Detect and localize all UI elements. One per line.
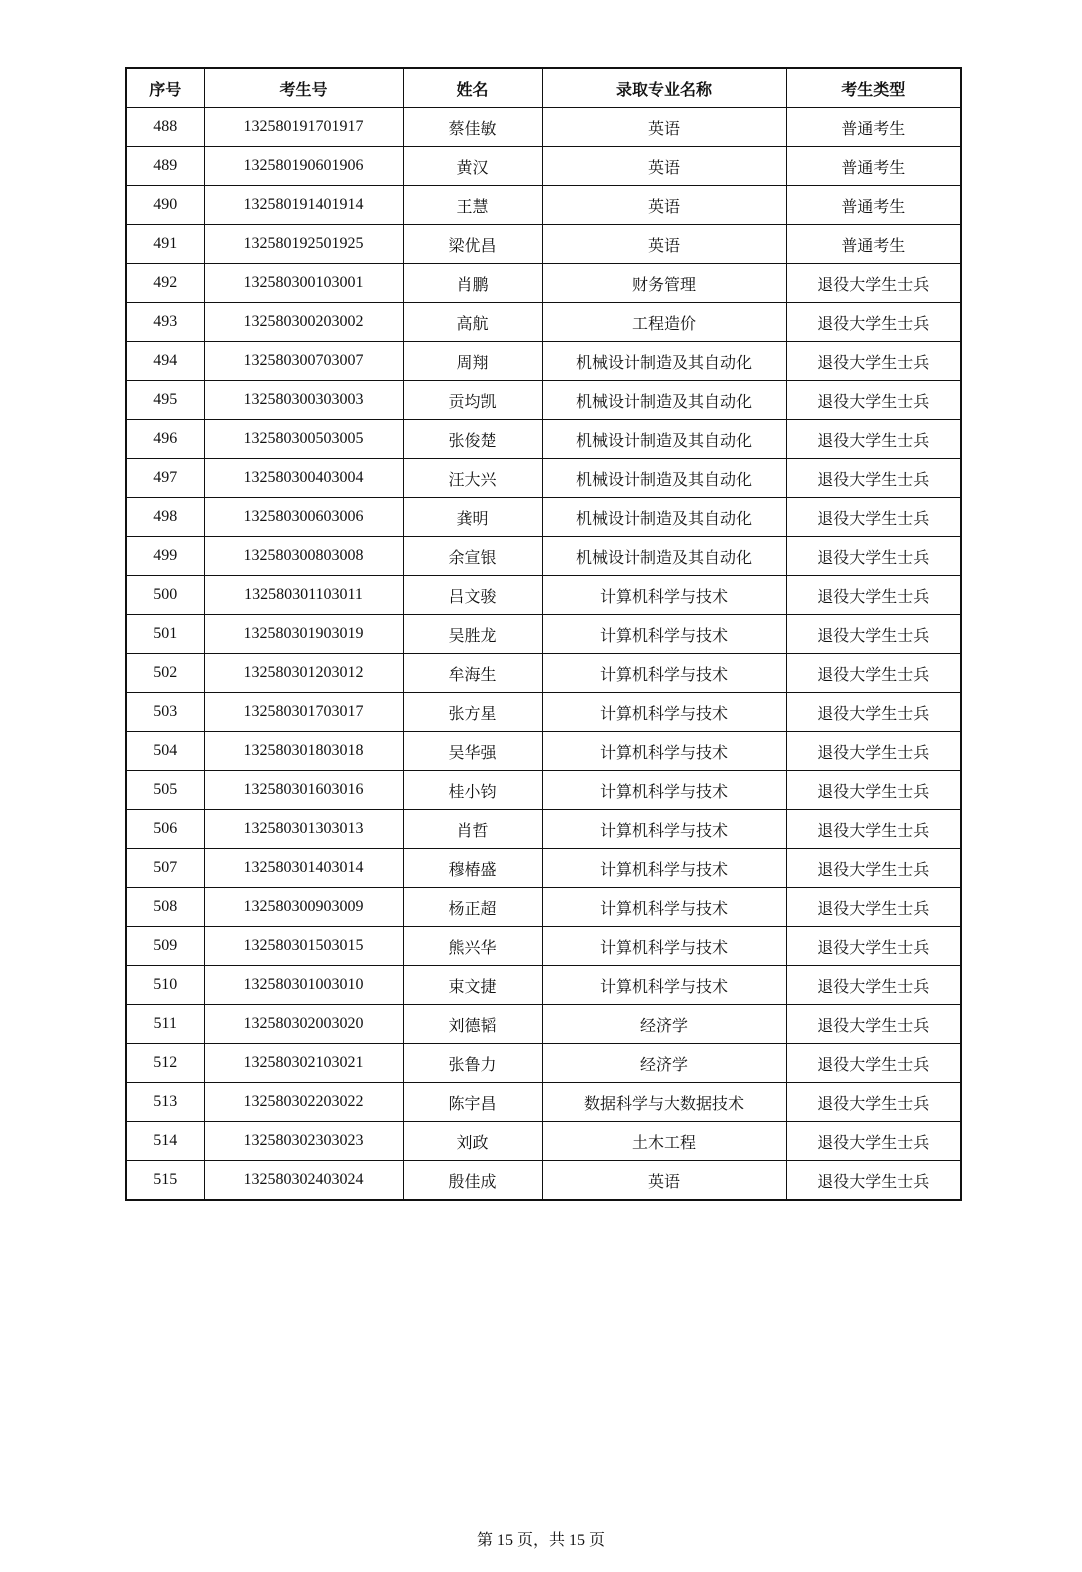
cell-seq: 489	[126, 147, 204, 186]
cell-seq: 491	[126, 225, 204, 264]
cell-major: 经济学	[542, 1044, 786, 1083]
cell-major: 机械设计制造及其自动化	[542, 459, 786, 498]
table-row	[126, 888, 961, 927]
admission-table-container	[125, 67, 960, 1201]
cell-major: 英语	[542, 186, 786, 225]
cell-exam-id: 132580302303023	[204, 1122, 403, 1161]
cell-exam-id: 132580190601906	[204, 147, 403, 186]
table-row	[126, 966, 961, 1005]
table-row	[126, 225, 961, 264]
cell-exam-id: 132580300303003	[204, 381, 403, 420]
cell-name: 王慧	[403, 186, 542, 225]
cell-type: 退役大学生士兵	[786, 537, 961, 576]
cell-name: 张俊楚	[403, 420, 542, 459]
table-row	[126, 381, 961, 420]
cell-name: 刘德韬	[403, 1005, 542, 1044]
cell-seq: 510	[126, 966, 204, 1005]
cell-exam-id: 132580300203002	[204, 303, 403, 342]
cell-exam-id: 132580300103001	[204, 264, 403, 303]
cell-name: 穆椿盛	[403, 849, 542, 888]
cell-major: 英语	[542, 1161, 786, 1201]
cell-exam-id: 132580301303013	[204, 810, 403, 849]
cell-major: 机械设计制造及其自动化	[542, 537, 786, 576]
cell-name: 吕文骏	[403, 576, 542, 615]
cell-type: 退役大学生士兵	[786, 927, 961, 966]
cell-exam-id: 132580301903019	[204, 615, 403, 654]
cell-type: 退役大学生士兵	[786, 771, 961, 810]
cell-type: 退役大学生士兵	[786, 693, 961, 732]
cell-name: 张方星	[403, 693, 542, 732]
cell-exam-id: 132580300903009	[204, 888, 403, 927]
cell-name: 余宣银	[403, 537, 542, 576]
cell-type: 退役大学生士兵	[786, 966, 961, 1005]
cell-seq: 513	[126, 1083, 204, 1122]
cell-type: 退役大学生士兵	[786, 381, 961, 420]
cell-seq: 501	[126, 615, 204, 654]
cell-major: 计算机科学与技术	[542, 732, 786, 771]
table-row	[126, 420, 961, 459]
cell-type: 普通考生	[786, 147, 961, 186]
cell-major: 机械设计制造及其自动化	[542, 420, 786, 459]
cell-seq: 515	[126, 1161, 204, 1201]
table-row	[126, 849, 961, 888]
cell-exam-id: 132580300803008	[204, 537, 403, 576]
page-footer: 第 15 页，共 15 页	[476, 1532, 605, 1549]
cell-type: 退役大学生士兵	[786, 888, 961, 927]
cell-seq: 499	[126, 537, 204, 576]
cell-major: 计算机科学与技术	[542, 966, 786, 1005]
table-row	[126, 537, 961, 576]
cell-name: 周翔	[403, 342, 542, 381]
cell-exam-id: 132580301003010	[204, 966, 403, 1005]
cell-seq: 511	[126, 1005, 204, 1044]
cell-type: 退役大学生士兵	[786, 1083, 961, 1122]
cell-name: 汪大兴	[403, 459, 542, 498]
cell-type: 退役大学生士兵	[786, 576, 961, 615]
cell-exam-id: 132580301103011	[204, 576, 403, 615]
cell-name: 吴胜龙	[403, 615, 542, 654]
cell-exam-id: 132580301703017	[204, 693, 403, 732]
cell-name: 殷佳成	[403, 1161, 542, 1201]
cell-type: 退役大学生士兵	[786, 615, 961, 654]
header-seq: 序号	[126, 68, 204, 108]
cell-name: 肖鹏	[403, 264, 542, 303]
cell-name: 吴华强	[403, 732, 542, 771]
cell-type: 退役大学生士兵	[786, 654, 961, 693]
cell-name: 高航	[403, 303, 542, 342]
table-row	[126, 654, 961, 693]
cell-exam-id: 132580302203022	[204, 1083, 403, 1122]
cell-seq: 514	[126, 1122, 204, 1161]
cell-type: 退役大学生士兵	[786, 732, 961, 771]
cell-major: 英语	[542, 225, 786, 264]
cell-type: 退役大学生士兵	[786, 264, 961, 303]
cell-exam-id: 132580192501925	[204, 225, 403, 264]
cell-type: 退役大学生士兵	[786, 420, 961, 459]
table-row	[126, 1083, 961, 1122]
table-row	[126, 1005, 961, 1044]
cell-type: 退役大学生士兵	[786, 303, 961, 342]
cell-exam-id: 132580300703007	[204, 342, 403, 381]
cell-major: 经济学	[542, 1005, 786, 1044]
cell-type: 退役大学生士兵	[786, 810, 961, 849]
cell-seq: 494	[126, 342, 204, 381]
cell-seq: 512	[126, 1044, 204, 1083]
cell-name: 束文捷	[403, 966, 542, 1005]
admission-table	[125, 67, 962, 1201]
cell-name: 桂小钧	[403, 771, 542, 810]
cell-seq: 492	[126, 264, 204, 303]
cell-type: 退役大学生士兵	[786, 1122, 961, 1161]
cell-name: 肖哲	[403, 810, 542, 849]
table-row	[126, 264, 961, 303]
cell-exam-id: 132580301203012	[204, 654, 403, 693]
cell-major: 英语	[542, 108, 786, 147]
cell-name: 刘政	[403, 1122, 542, 1161]
cell-exam-id: 132580301603016	[204, 771, 403, 810]
cell-seq: 504	[126, 732, 204, 771]
cell-major: 英语	[542, 147, 786, 186]
header-type: 考生类型	[786, 68, 961, 108]
table-body	[126, 108, 961, 1201]
table-row	[126, 147, 961, 186]
table-row	[126, 342, 961, 381]
cell-seq: 488	[126, 108, 204, 147]
table-row	[126, 615, 961, 654]
cell-major: 土木工程	[542, 1122, 786, 1161]
cell-major: 数据科学与大数据技术	[542, 1083, 786, 1122]
table-row	[126, 186, 961, 225]
cell-major: 计算机科学与技术	[542, 771, 786, 810]
cell-type: 退役大学生士兵	[786, 342, 961, 381]
cell-seq: 502	[126, 654, 204, 693]
cell-seq: 505	[126, 771, 204, 810]
table-row	[126, 108, 961, 147]
cell-major: 财务管理	[542, 264, 786, 303]
cell-major: 机械设计制造及其自动化	[542, 381, 786, 420]
cell-type: 退役大学生士兵	[786, 1044, 961, 1083]
cell-seq: 507	[126, 849, 204, 888]
cell-seq: 490	[126, 186, 204, 225]
cell-exam-id: 132580301803018	[204, 732, 403, 771]
header-major: 录取专业名称	[542, 68, 786, 108]
cell-exam-id: 132580300503005	[204, 420, 403, 459]
cell-major: 机械设计制造及其自动化	[542, 342, 786, 381]
table-row	[126, 576, 961, 615]
cell-exam-id: 132580191401914	[204, 186, 403, 225]
cell-seq: 500	[126, 576, 204, 615]
cell-major: 计算机科学与技术	[542, 888, 786, 927]
table-row	[126, 1044, 961, 1083]
cell-exam-id: 132580302403024	[204, 1161, 403, 1201]
table-row	[126, 303, 961, 342]
cell-name: 熊兴华	[403, 927, 542, 966]
cell-seq: 495	[126, 381, 204, 420]
cell-name: 贡均凯	[403, 381, 542, 420]
cell-exam-id: 132580302103021	[204, 1044, 403, 1083]
table-row	[126, 1161, 961, 1201]
cell-type: 普通考生	[786, 225, 961, 264]
cell-seq: 496	[126, 420, 204, 459]
cell-type: 退役大学生士兵	[786, 498, 961, 537]
cell-seq: 498	[126, 498, 204, 537]
cell-major: 计算机科学与技术	[542, 576, 786, 615]
table-row	[126, 498, 961, 537]
table-row	[126, 693, 961, 732]
table-row	[126, 771, 961, 810]
cell-name: 陈宇昌	[403, 1083, 542, 1122]
cell-exam-id: 132580191701917	[204, 108, 403, 147]
cell-major: 计算机科学与技术	[542, 654, 786, 693]
cell-seq: 508	[126, 888, 204, 927]
cell-name: 牟海生	[403, 654, 542, 693]
cell-type: 退役大学生士兵	[786, 849, 961, 888]
cell-name: 梁优昌	[403, 225, 542, 264]
cell-exam-id: 132580300403004	[204, 459, 403, 498]
cell-major: 工程造价	[542, 303, 786, 342]
cell-major: 机械设计制造及其自动化	[542, 498, 786, 537]
cell-exam-id: 132580301503015	[204, 927, 403, 966]
table-row	[126, 459, 961, 498]
cell-major: 计算机科学与技术	[542, 849, 786, 888]
table-row	[126, 810, 961, 849]
cell-major: 计算机科学与技术	[542, 927, 786, 966]
cell-seq: 509	[126, 927, 204, 966]
cell-name: 蔡佳敏	[403, 108, 542, 147]
cell-type: 退役大学生士兵	[786, 459, 961, 498]
cell-exam-id: 132580301403014	[204, 849, 403, 888]
cell-type: 普通考生	[786, 108, 961, 147]
cell-name: 龚明	[403, 498, 542, 537]
header-exam-id: 考生号	[204, 68, 403, 108]
cell-exam-id: 132580300603006	[204, 498, 403, 537]
cell-type: 普通考生	[786, 186, 961, 225]
table-row	[126, 732, 961, 771]
cell-major: 计算机科学与技术	[542, 693, 786, 732]
cell-seq: 493	[126, 303, 204, 342]
table-row	[126, 927, 961, 966]
header-name: 姓名	[403, 68, 542, 108]
cell-major: 计算机科学与技术	[542, 810, 786, 849]
cell-seq: 497	[126, 459, 204, 498]
cell-major: 计算机科学与技术	[542, 615, 786, 654]
table-row	[126, 1122, 961, 1161]
cell-exam-id: 132580302003020	[204, 1005, 403, 1044]
table-header-row	[126, 68, 961, 108]
cell-seq: 503	[126, 693, 204, 732]
cell-name: 张鲁力	[403, 1044, 542, 1083]
cell-name: 黄汉	[403, 147, 542, 186]
cell-name: 杨正超	[403, 888, 542, 927]
cell-type: 退役大学生士兵	[786, 1161, 961, 1201]
cell-type: 退役大学生士兵	[786, 1005, 961, 1044]
cell-seq: 506	[126, 810, 204, 849]
